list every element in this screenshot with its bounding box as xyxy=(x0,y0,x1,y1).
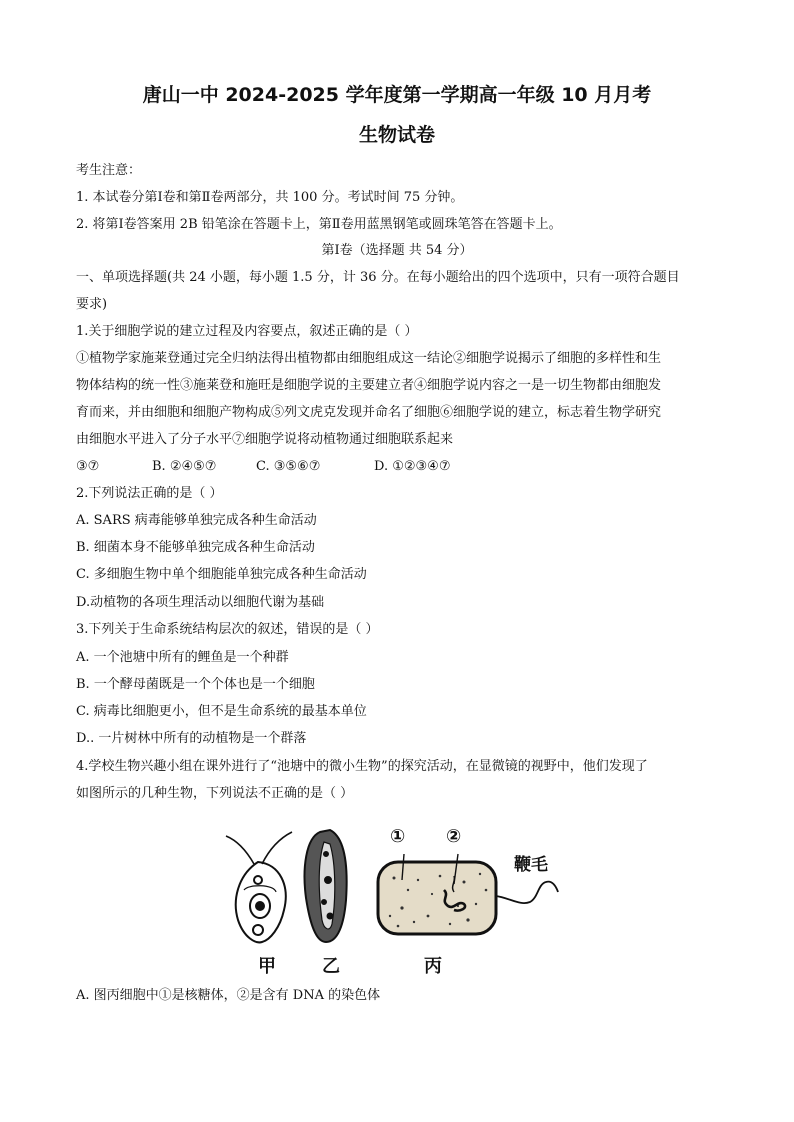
q3-option-a[interactable]: A. 一个池塘中所有的鲤鱼是一个种群 xyxy=(76,650,289,665)
q1-body-3: 育而来，并由细胞和细胞产物构成⑤列文虎克发现并命名了细胞⑥细胞学说的建立，标志着生物学研究 xyxy=(76,405,662,420)
q3-option-b[interactable]: B. 一个酵母菌既是一个个体也是一个细胞 xyxy=(76,677,315,692)
q4-option-a[interactable]: A. 图丙细胞中①是核糖体，②是含有 DNA 的染色体 xyxy=(76,988,381,1003)
exam-title: 唐山一中 2024-2025 学年度第一学期高一年级 10 月月考 xyxy=(142,84,652,106)
organism-jia-drawing xyxy=(226,832,292,942)
notice-heading: 考生注意： xyxy=(76,163,142,178)
organism-jia-label: 甲 xyxy=(258,956,276,977)
q1-body-2: 物体结构的统一性③施莱登和施旺是细胞学说的主要建立者④细胞学说内容之一是一切生物都由细胞发 xyxy=(76,378,662,393)
instructions-line-2: 要求) xyxy=(76,297,108,312)
flagellum-label: 鞭毛 xyxy=(514,855,548,875)
q1-stem: 1.关于细胞学说的建立过程及内容要点，叙述正确的是（ ） xyxy=(76,324,418,339)
q2-stem: 2.下列说法正确的是（ ） xyxy=(76,486,223,501)
q4-figure xyxy=(218,820,588,980)
q2-option-b[interactable]: B. 细菌本身不能够单独完成各种生命活动 xyxy=(76,540,315,555)
q3-stem: 3.下列关于生命系统结构层次的叙述，错误的是（ ） xyxy=(76,622,379,637)
organism-yi-label: 乙 xyxy=(322,956,340,977)
q3-option-d[interactable]: D.. 一片树林中所有的动植物是一个群落 xyxy=(76,731,307,746)
notice-item-2: 2. 将第Ⅰ卷答案用 2B 铅笔涂在答题卡上，第Ⅱ卷用蓝黑钢笔或圆珠笔答在答题卡上。 xyxy=(76,217,562,232)
section-header: 第Ⅰ卷（选择题 共 54 分） xyxy=(321,243,473,258)
q4-stem-1: 4.学校生物兴趣小组在课外进行了“池塘中的微小生物”的探究活动，在显微镜的视野中，他们发现了 xyxy=(76,759,648,774)
q2-option-c[interactable]: C. 多细胞生物中单个细胞能单独完成各种生命活动 xyxy=(76,567,367,582)
q1-options xyxy=(76,459,451,475)
q1-option-b[interactable]: B. ②④⑤⑦ xyxy=(152,459,217,474)
q1-body-1: ①植物学家施莱登通过完全归纳法得出植物都由细胞组成这一结论②细胞学说揭示了细胞的多样性和生 xyxy=(76,351,662,366)
q2-option-d[interactable]: D.动植物的各项生理活动以细胞代谢为基础 xyxy=(76,595,325,610)
organism-yi-drawing xyxy=(305,830,347,942)
instructions-line-1: 一、单项选择题(共 24 小题，每小题 1.5 分，计 36 分。在每小题给出的四个选项中，只有一项符合题目 xyxy=(76,270,680,285)
notice-item-1: 1. 本试卷分第Ⅰ卷和第Ⅱ卷两部分，共 100 分。考试时间 75 分钟。 xyxy=(76,190,464,205)
q3-option-c[interactable]: C. 病毒比细胞更小，但不是生命系统的最基本单位 xyxy=(76,704,367,719)
marker-1-label: ① xyxy=(390,826,406,847)
exam-subject: 生物试卷 xyxy=(358,124,435,146)
q1-option-d[interactable]: D. ①②③④⑦ xyxy=(374,459,451,474)
marker-2-label: ② xyxy=(446,826,462,847)
q2-option-a[interactable]: A. SARS 病毒能够单独完成各种生命活动 xyxy=(76,513,317,528)
q1-option-c[interactable]: C. ③⑤⑥⑦ xyxy=(256,459,321,474)
organism-bing-label: 丙 xyxy=(424,956,442,977)
q1-option-a[interactable]: ③⑦ xyxy=(76,459,100,474)
q1-body-4: 由细胞水平进入了分子水平⑦细胞学说将动植物通过细胞联系起来 xyxy=(76,432,454,447)
q4-stem-2: 如图所示的几种生物，下列说法不正确的是（ ） xyxy=(76,786,354,801)
